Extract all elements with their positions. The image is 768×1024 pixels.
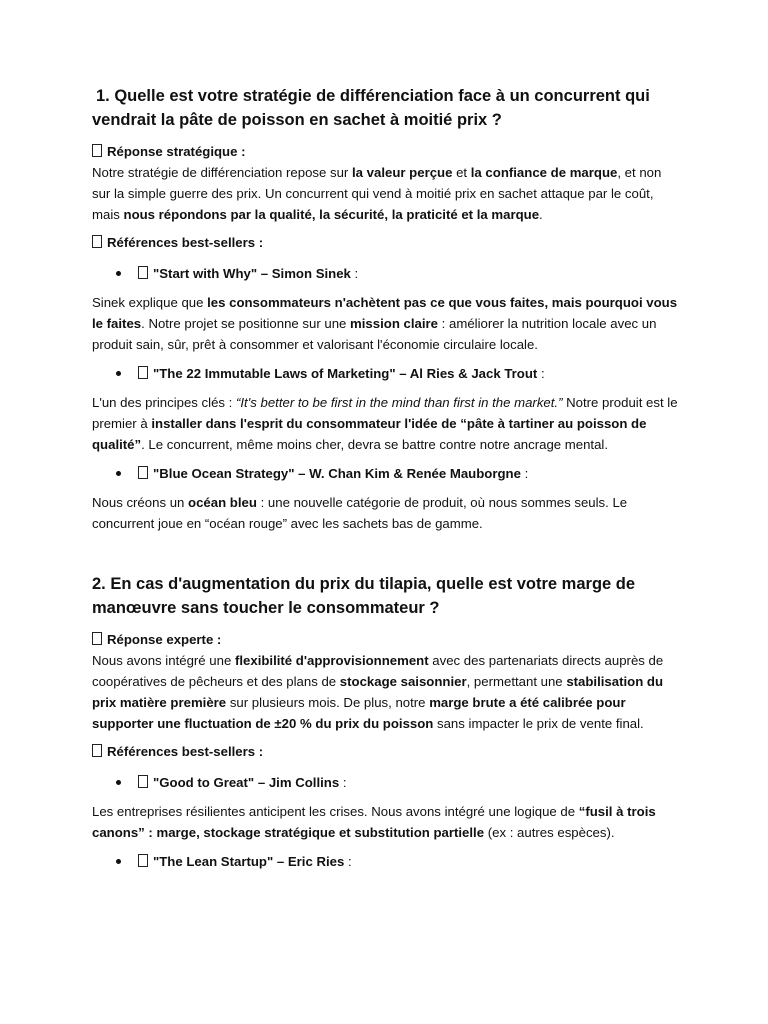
checkbox-icon <box>138 466 148 479</box>
checkbox-icon <box>92 632 102 645</box>
checkbox-icon <box>92 144 102 157</box>
q2-refs-label: Références best-sellers : <box>92 742 682 762</box>
q1-ref-2-text: L'un des principes clés : “It's better to be first in the mind than first in the market.” Notre produit est le premier à installer dans l'esprit du consommateur l'idée de “pâte à tartiner au poisson de qualité”. Le concurrent, même moins cher, devra se battre contre notre ancrage mental. <box>92 395 678 452</box>
q1-ref-list <box>92 463 682 484</box>
q2-ref-list <box>92 851 682 872</box>
q1-ref-2: "The 22 Immutable Laws of Marketing" – Al Ries & Jack Trout : <box>92 363 682 384</box>
checkbox-icon <box>138 775 148 788</box>
bullet-icon <box>116 271 121 276</box>
q2-ref-2: "The Lean Startup" – Eric Ries : <box>92 851 682 872</box>
document-page <box>92 84 682 880</box>
q2-ref-list <box>92 772 682 793</box>
checkbox-icon <box>138 366 148 379</box>
question-2-title: 2. En cas d'augmentation du prix du tilapia, quelle est votre marge de manœuvre sans toucher le consommateur ? <box>92 575 636 617</box>
bullet-icon <box>116 371 121 376</box>
q1-ref-3-text: Nous créons un océan bleu : une nouvelle catégorie de produit, où nous sommes seuls. Le concurrent joue en “océan rouge” avec les sachets bas de gamme. <box>92 495 628 531</box>
bullet-icon <box>116 859 121 864</box>
q1-answer-label: Réponse stratégique : <box>92 142 682 162</box>
checkbox-icon <box>92 744 102 757</box>
checkbox-icon <box>138 854 148 867</box>
checkbox-icon <box>138 266 148 279</box>
q1-refs-label: Références best-sellers : <box>92 233 682 253</box>
q1-answer-text: Notre stratégie de différenciation repose sur la valeur perçue et la confiance de marque, et non sur la simple guerre des prix. Un concurrent qui vend à moitié prix en sachet attaque par le coût, mais nous répondons par la qualité, la sécurité, la praticité et la marque. <box>92 165 662 222</box>
q1-ref-1: "Start with Why" – Simon Sinek : <box>92 263 682 284</box>
q1-ref-list <box>92 263 682 284</box>
q2-ref-1-text: Les entreprises résilientes anticipent les crises. Nous avons intégré une logique de “fusil à trois canons” : marge, stockage stratégique et substitution partielle (ex : autres espèces). <box>92 804 656 840</box>
bullet-icon <box>116 471 121 476</box>
q1-ref-1-text: Sinek explique que les consommateurs n'achètent pas ce que vous faites, mais pourquoi vous le faites. Notre projet se positionne sur une mission claire : améliorer la nutrition locale avec un produit sain, sûr, prêt à consommer et valorisant l'économie circulaire locale. <box>92 295 678 352</box>
q2-answer-text: Nous avons intégré une flexibilité d'approvisionnement avec des partenariats directs auprès de coopératives de pêcheurs et des plans de stockage saisonnier, permettant une stabilisation du prix matière première sur plusieurs mois. De plus, notre marge brute a été calibrée pour supporter une fluctuation de ±20 % du prix du poisson sans impacter le prix de vente final. <box>92 653 664 731</box>
q2-ref-1: "Good to Great" – Jim Collins : <box>92 772 682 793</box>
q1-ref-3: "Blue Ocean Strategy" – W. Chan Kim & Renée Mauborgne : <box>92 463 682 484</box>
checkbox-icon <box>92 235 102 248</box>
q2-answer-label: Réponse experte : <box>92 630 682 650</box>
q1-ref-list <box>92 363 682 384</box>
bullet-icon <box>116 780 121 785</box>
question-1-title: 1. Quelle est votre stratégie de différenciation face à un concurrent qui vendrait la pâte de poisson en sachet à moitié prix ? <box>92 87 650 129</box>
